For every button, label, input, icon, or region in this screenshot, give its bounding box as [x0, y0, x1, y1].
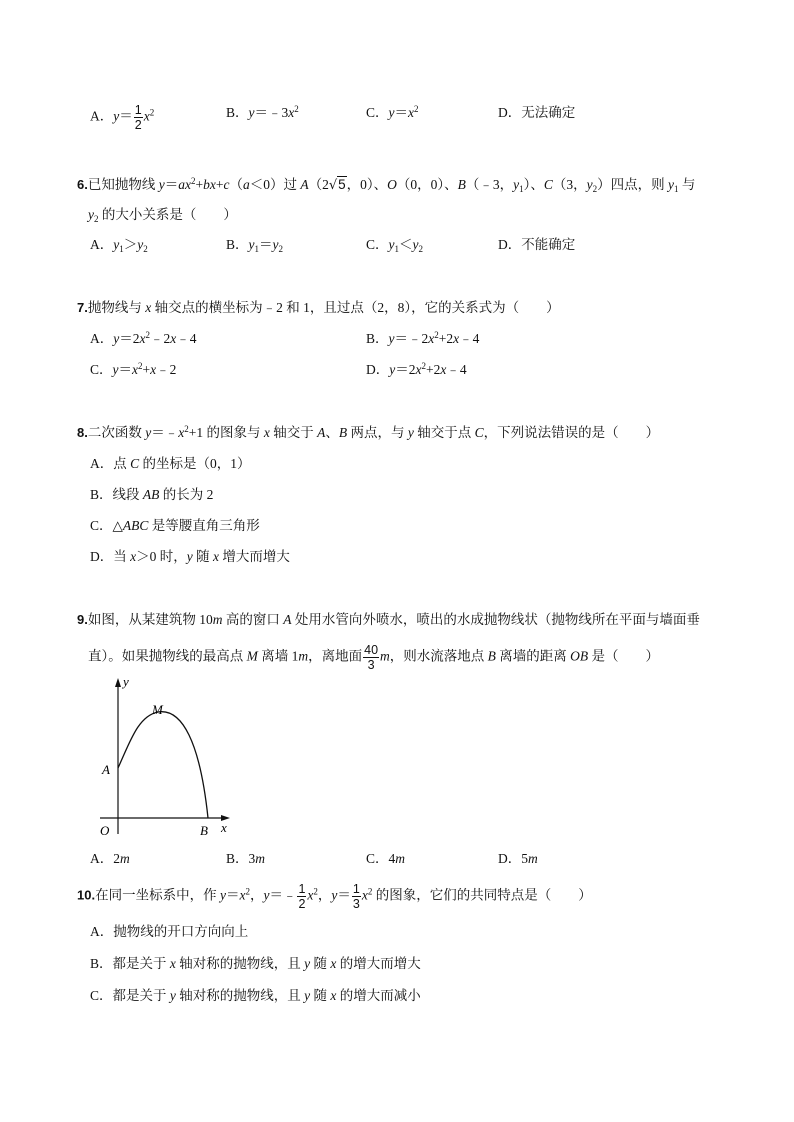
q10-option-b[interactable]: [90, 954, 421, 974]
text: ，: [317, 887, 332, 903]
exponent: 2: [434, 330, 439, 340]
text: ＜0）过: [249, 177, 301, 192]
text: ）四点，则: [597, 177, 669, 192]
text: 随: [192, 549, 213, 564]
subscript: 2: [143, 244, 148, 254]
option-label: A．: [90, 237, 114, 252]
math-var: y: [219, 887, 226, 903]
subscript: 1: [394, 244, 400, 254]
math-var: y: [304, 988, 311, 1003]
text: +: [195, 177, 204, 192]
text: 的增大而增大: [336, 956, 421, 971]
point-label: B: [338, 425, 348, 440]
exponent: 2: [421, 361, 426, 371]
text: +2: [438, 331, 454, 346]
text: ＝2: [119, 331, 140, 346]
math-var: x: [415, 362, 422, 377]
math-var: y: [145, 425, 152, 440]
text: 离墙 1: [257, 648, 299, 664]
text: +1 的图象与: [188, 425, 264, 440]
point-b-label: B: [200, 823, 208, 838]
math-var: y: [388, 105, 395, 120]
text: （2: [308, 177, 329, 192]
question-number: 6.: [77, 177, 88, 192]
text: ＝2: [395, 362, 416, 377]
option-label: C．: [366, 105, 389, 120]
text: 两点，与: [347, 425, 408, 440]
math-var: y: [248, 237, 255, 252]
text: ﹣2: [150, 331, 171, 346]
option-label: C．: [366, 237, 389, 252]
math-var: ax: [178, 177, 191, 192]
text: ＝: [164, 177, 179, 192]
math-var: x: [307, 887, 314, 903]
text: ﹣4: [446, 362, 467, 377]
text: （﹣3，: [465, 177, 514, 192]
math-var: y: [407, 425, 414, 440]
math-var: y: [137, 237, 144, 252]
text: +: [142, 362, 151, 377]
text: 随: [310, 988, 331, 1003]
question-number: 8.: [77, 425, 88, 440]
text: （0，0）、: [396, 177, 458, 192]
triangle-label: ABC: [122, 518, 149, 533]
q5-option-a[interactable]: [90, 103, 154, 132]
q9-stem-line2: [88, 643, 659, 672]
option-label: A．: [90, 331, 114, 346]
equals: ＝: [119, 108, 133, 124]
math-text: ＝﹣3: [254, 105, 289, 120]
point-label: A: [300, 177, 309, 192]
text: 的图象，它们的共同特点是（ ）: [372, 887, 592, 903]
text: 的坐标是（0，1）: [139, 456, 251, 471]
subscript: 1: [119, 244, 124, 254]
text: ＝: [225, 887, 240, 903]
subscript: 1: [674, 184, 679, 194]
exponent: 2: [294, 104, 299, 114]
text: ＝﹣2: [394, 331, 429, 346]
q6-option-b[interactable]: [226, 235, 283, 255]
text: 已知抛物线: [87, 177, 159, 192]
q6-option-d[interactable]: [498, 235, 575, 255]
math-var: y: [113, 331, 120, 346]
q10-option-a[interactable]: [90, 922, 248, 942]
text: 直）。如果抛物线的最高点: [88, 648, 247, 664]
exponent: 2: [414, 104, 419, 114]
question-number: 9.: [77, 612, 88, 627]
text: ＞0 时，: [136, 549, 187, 564]
math-var: x: [330, 988, 337, 1003]
subscript: 2: [278, 244, 284, 254]
q8-stem: [77, 423, 659, 443]
math-var: x: [408, 105, 415, 120]
text: ﹣4: [459, 331, 480, 346]
text: 轴对称的抛物线，且: [175, 956, 305, 971]
option-label: B．: [366, 331, 389, 346]
option-text: B．3: [226, 851, 256, 866]
text: 、: [325, 425, 339, 440]
q7-stem: [77, 298, 560, 318]
math-var: x: [428, 331, 435, 346]
text: +: [215, 177, 224, 192]
math-var: y: [331, 887, 338, 903]
option-label: A．: [90, 108, 114, 124]
exponent: 2: [245, 886, 250, 897]
text: ﹣2: [156, 362, 177, 377]
fraction: [352, 882, 361, 911]
math-var: x: [132, 362, 139, 377]
math-var: x: [170, 331, 177, 346]
denominator: 3: [367, 658, 375, 672]
text: ，离地面: [308, 648, 363, 664]
q8-option-d[interactable]: [90, 547, 290, 567]
math-var: y: [668, 177, 675, 192]
math-var: x: [169, 956, 176, 971]
origin-label: O: [100, 823, 110, 838]
math-var: x: [130, 549, 137, 564]
unit: m: [298, 648, 309, 664]
math-var: y: [388, 331, 395, 346]
fraction: [134, 103, 143, 132]
exponent: 2: [367, 886, 373, 897]
math-var: y: [112, 362, 119, 377]
text: 如图，从某建筑物 10: [87, 612, 213, 627]
equals: ＝: [394, 105, 409, 120]
text: 增大而增大: [219, 549, 290, 564]
q9-option-c[interactable]: [366, 849, 405, 869]
point-label: B: [487, 648, 496, 664]
text: 轴交于点: [413, 425, 475, 440]
exponent: 2: [313, 886, 318, 897]
math-var: x: [139, 331, 146, 346]
q9-option-a[interactable]: [90, 849, 130, 869]
text: 抛物线与: [87, 300, 146, 315]
exponent: 2: [190, 176, 196, 186]
subscript: 1: [519, 184, 524, 194]
denominator: 2: [134, 118, 142, 132]
math-var: x: [288, 105, 295, 120]
text: B．线段: [90, 487, 143, 502]
text: 的长为 2: [159, 487, 214, 502]
option-text: A．2: [90, 851, 120, 866]
q10-stem: [77, 882, 592, 911]
option-label: C．: [90, 362, 113, 377]
radical-sign: √: [328, 178, 338, 193]
point-label: C: [543, 177, 553, 192]
q5-option-b[interactable]: [226, 103, 299, 123]
parabola-curve: [118, 712, 208, 818]
text: ，则水流落地点: [389, 648, 488, 664]
math-var: y: [113, 108, 120, 124]
unit: m: [120, 851, 130, 866]
math-var: x: [330, 956, 337, 971]
text: （3，: [552, 177, 587, 192]
math-var: x: [150, 362, 157, 377]
text: ，下列说法错误的是（ ）: [483, 425, 660, 440]
text: 的大小关系是（ ）: [98, 207, 237, 222]
math-var: y: [388, 237, 395, 252]
math-var: c: [223, 177, 230, 192]
text: D．当: [90, 549, 131, 564]
fraction: [363, 643, 379, 672]
math-var: x: [361, 887, 368, 903]
q8-option-b[interactable]: [90, 485, 213, 505]
q9-stem-line1: [77, 610, 700, 630]
math-var: x: [145, 300, 152, 315]
q7-option-d[interactable]: [366, 360, 467, 380]
option-text: A．抛物线的开口方向向上: [90, 924, 249, 939]
text: 二次函数: [87, 425, 146, 440]
math-var: y: [586, 177, 593, 192]
exponent: 2: [138, 361, 143, 371]
point-m-label: M: [152, 702, 163, 717]
text: C．都是关于: [90, 988, 170, 1003]
q9-option-b[interactable]: [226, 849, 265, 869]
fraction: [297, 882, 306, 911]
text: 与: [678, 177, 696, 192]
q5-option-d[interactable]: [498, 103, 575, 123]
text: ，: [249, 887, 264, 903]
text: ，0）、: [346, 177, 388, 192]
q7-option-c[interactable]: [90, 360, 176, 380]
unit: m: [528, 851, 538, 866]
numerator: 1: [134, 103, 142, 117]
q9-option-d[interactable]: [498, 849, 538, 869]
text: ﹣4: [176, 331, 197, 346]
point-label: M: [246, 648, 258, 664]
q5-option-c[interactable]: [366, 103, 419, 123]
text: 在同一坐标系中，作: [95, 887, 220, 903]
math-var: x: [440, 362, 447, 377]
subscript: 2: [94, 214, 99, 224]
option-text: D．无法确定: [498, 105, 576, 120]
math-var: a: [242, 177, 250, 192]
q6-stem-line2: [88, 205, 237, 225]
math-var: y: [272, 237, 279, 252]
math-var: x: [178, 425, 185, 440]
text: ＝﹣: [151, 425, 179, 440]
option-text: D．不能确定: [498, 237, 576, 252]
q10-option-c[interactable]: [90, 986, 421, 1006]
exponent: 2: [184, 424, 189, 434]
relation: ＝: [259, 237, 273, 252]
text: 是等腰直角三角形: [148, 518, 260, 533]
subscript: 1: [254, 244, 260, 254]
text: （: [229, 177, 243, 192]
math-var: y: [389, 362, 396, 377]
q6-stem-line1: [77, 175, 695, 196]
text: +2: [426, 362, 441, 377]
unit: m: [212, 612, 223, 627]
y-axis-label: y: [123, 674, 129, 689]
option-text: C．4: [366, 851, 396, 866]
option-label: D．: [366, 362, 390, 377]
subscript: 2: [418, 244, 424, 254]
text: 轴交点的横坐标为﹣2 和 1，且过点（2，8），它的关系式为（ ）: [151, 300, 560, 315]
relation: ＜: [399, 237, 413, 252]
math-var: y: [158, 177, 165, 192]
math-var: x: [143, 108, 150, 124]
numerator: 1: [298, 882, 306, 896]
subscript: 2: [592, 184, 598, 194]
relation: ＞: [123, 237, 138, 252]
text: 轴交于: [269, 425, 318, 440]
math-var: x: [239, 887, 246, 903]
denominator: 3: [352, 897, 360, 911]
option-text: D．5: [498, 851, 528, 866]
text: ）、: [523, 177, 544, 192]
math-var: x: [453, 331, 460, 346]
q8-option-c[interactable]: [90, 516, 260, 536]
math-var: y: [88, 207, 94, 222]
text: C．△: [90, 518, 123, 533]
point-a-label: A: [102, 762, 110, 777]
exponent: 2: [149, 107, 155, 118]
text: 高的窗口: [222, 612, 284, 627]
unit: m: [380, 648, 390, 664]
option-label: B．: [226, 237, 249, 252]
numerator: 1: [352, 882, 360, 896]
q8-option-a[interactable]: [90, 454, 251, 474]
denominator: 2: [298, 897, 306, 911]
point-label: O: [387, 177, 397, 192]
math-var: y: [113, 237, 120, 252]
math-var: x: [263, 425, 270, 440]
text: ＝: [118, 362, 133, 377]
text: A．点: [90, 456, 131, 471]
question-number: 10.: [77, 887, 96, 903]
text: B．都是关于: [90, 956, 170, 971]
math-var: y: [263, 887, 270, 903]
q6-option-a[interactable]: [90, 235, 148, 255]
text: 的增大而减小: [336, 988, 421, 1003]
segment-label: AB: [142, 487, 160, 502]
text: 是（ ）: [588, 648, 660, 664]
math-var: y: [186, 549, 193, 564]
math-var: y: [513, 177, 520, 192]
option-label: B．: [226, 105, 249, 120]
math-var: bx: [203, 177, 216, 192]
math-var: y: [248, 105, 255, 120]
unit: m: [395, 851, 406, 866]
unit: m: [255, 851, 266, 866]
q7-option-a[interactable]: [90, 329, 197, 349]
numerator: 40: [364, 643, 379, 657]
q6-option-c[interactable]: [366, 235, 423, 255]
math-var: x: [213, 549, 219, 564]
text: ＝: [337, 887, 351, 903]
point-label: C: [474, 425, 484, 440]
text: ＝﹣: [269, 887, 297, 903]
question-number: 7.: [77, 300, 88, 315]
q9-parabola-figure: [90, 672, 250, 842]
x-axis-label: x: [221, 820, 227, 835]
point-label: C: [130, 456, 140, 471]
exponent: 2: [145, 330, 150, 340]
text: 随: [310, 956, 331, 971]
math-var: y: [169, 988, 176, 1003]
segment-label: OB: [570, 648, 589, 664]
q7-option-b[interactable]: [366, 329, 479, 349]
point-label: A: [283, 612, 292, 627]
text: 处用水管向外喷水，喷出的水成抛物线状（抛物线所在平面与墙面垂: [291, 612, 700, 627]
text: 轴对称的抛物线，且: [175, 988, 305, 1003]
math-var: y: [412, 237, 419, 252]
point-label: A: [317, 425, 326, 440]
text: 离墙的距离: [495, 648, 571, 664]
y-axis-arrow-icon: [115, 678, 121, 687]
radicand: 5: [338, 177, 346, 192]
math-var: y: [304, 956, 311, 971]
point-label: B: [457, 177, 466, 192]
